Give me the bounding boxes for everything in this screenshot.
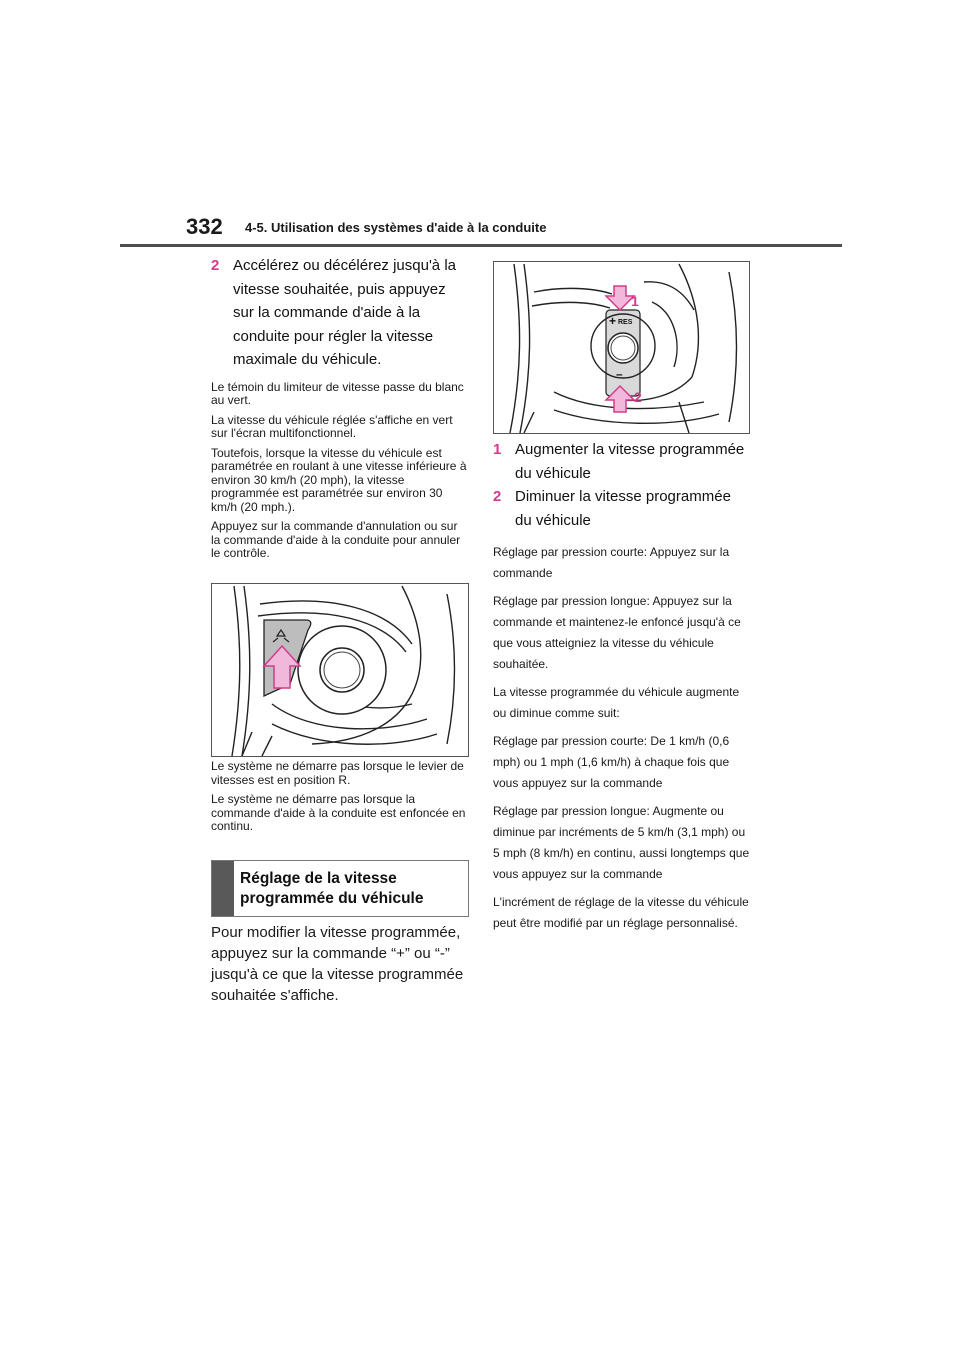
speed-switch-illustration <box>493 261 750 434</box>
steering-wheel-drawing <box>494 262 749 433</box>
section-body <box>211 922 469 1006</box>
step-2 <box>211 254 469 372</box>
increase-arrow <box>606 286 634 310</box>
res-label: RES <box>618 319 633 326</box>
note-paragraph: Le témoin du limiteur de vitesse passe du blanc au vert. <box>211 379 464 407</box>
header-divider <box>120 244 842 247</box>
section-title: Réglage de la vitesse programmée du véhicule <box>240 870 424 907</box>
note-paragraph: La vitesse du véhicule réglée s'affiche en vert sur l'écran multifonctionnel. <box>211 412 453 440</box>
body-paragraph: La vitesse programmée du véhicule augmente ou diminue comme suit: <box>493 685 740 720</box>
section-heading-box <box>211 860 469 917</box>
note-paragraph: Le système ne démarre pas lorsque le levier de vitesses est en position R. <box>211 759 464 787</box>
callout-1: 1 <box>631 293 639 309</box>
section-heading-bar <box>212 861 234 916</box>
note-paragraph: Le système ne démarre pas lorsque la commande d'aide à la conduite est enfoncée en continu. <box>211 792 466 833</box>
left-column <box>211 254 469 561</box>
step-text: Accélérez ou décélérez jusqu'à la vitesse souhaitée, puis appuyez sur la commande d'aide à la conduite pour régler la vitesse maximale du véhicule. <box>233 257 456 368</box>
body-paragraph: Réglage par pression courte: De 1 km/h (0,6 mph) ou 1 mph (1,6 km/h) à chaque fois que vous appuyez sur la commande <box>493 734 730 790</box>
left-notes-after-figure <box>211 760 469 834</box>
page-number: 332 <box>186 214 223 239</box>
step-number: 2 <box>493 488 502 505</box>
steering-switch-illustration <box>211 583 469 757</box>
step-text: Augmenter la vitesse programmée du véhicule <box>515 441 745 482</box>
step-2 <box>493 485 751 532</box>
step-number: 2 <box>211 257 220 274</box>
callout-2: 2 <box>634 389 642 405</box>
right-column <box>493 438 751 934</box>
body-paragraph: Réglage par pression longue: Augmente ou diminue par incréments de 5 km/h (3,1 mph) ou 5 mph (8 km/h) en continu, aussi longtemps que vous appuyez sur la commande <box>493 804 750 881</box>
plus-label: + <box>609 314 617 328</box>
body-paragraph: L'incrément de réglage de la vitesse du véhicule peut être modifié par un réglage personnalisé. <box>493 895 749 930</box>
note-paragraph: Appuyez sur la commande d'annulation ou sur la commande d'aide à la conduite pour annuler le contrôle. <box>211 519 461 560</box>
step-1 <box>493 438 751 485</box>
note-paragraph: Toutefois, lorsque la vitesse du véhicule est paramétrée en roulant à une vitesse inférieure à environ 30 km/h (20 mph), la vitesse programmée est paramétrée sur environ 30 km/h (20 mph.). <box>211 445 467 514</box>
body-paragraph: Réglage par pression longue: Appuyez sur la commande et maintenez-le enfoncé jusqu'à ce que vous atteigniez la vitesse du véhicule souhaitée. <box>493 594 741 671</box>
steering-wheel-drawing <box>212 584 468 756</box>
body-paragraph: Pour modifier la vitesse programmée, appuyez sur la commande “+” ou “-” jusqu'à ce que la vitesse programmée souhaitée s'affiche. <box>211 924 464 1004</box>
chapter-header: 4-5. Utilisation des systèmes d'aide à la conduite <box>245 220 547 235</box>
step-text: Diminuer la vitesse programmée du véhicule <box>515 488 731 529</box>
minus-label: – <box>616 367 623 381</box>
body-paragraph: Réglage par pression courte: Appuyez sur la commande <box>493 545 730 580</box>
step-number: 1 <box>493 441 502 458</box>
